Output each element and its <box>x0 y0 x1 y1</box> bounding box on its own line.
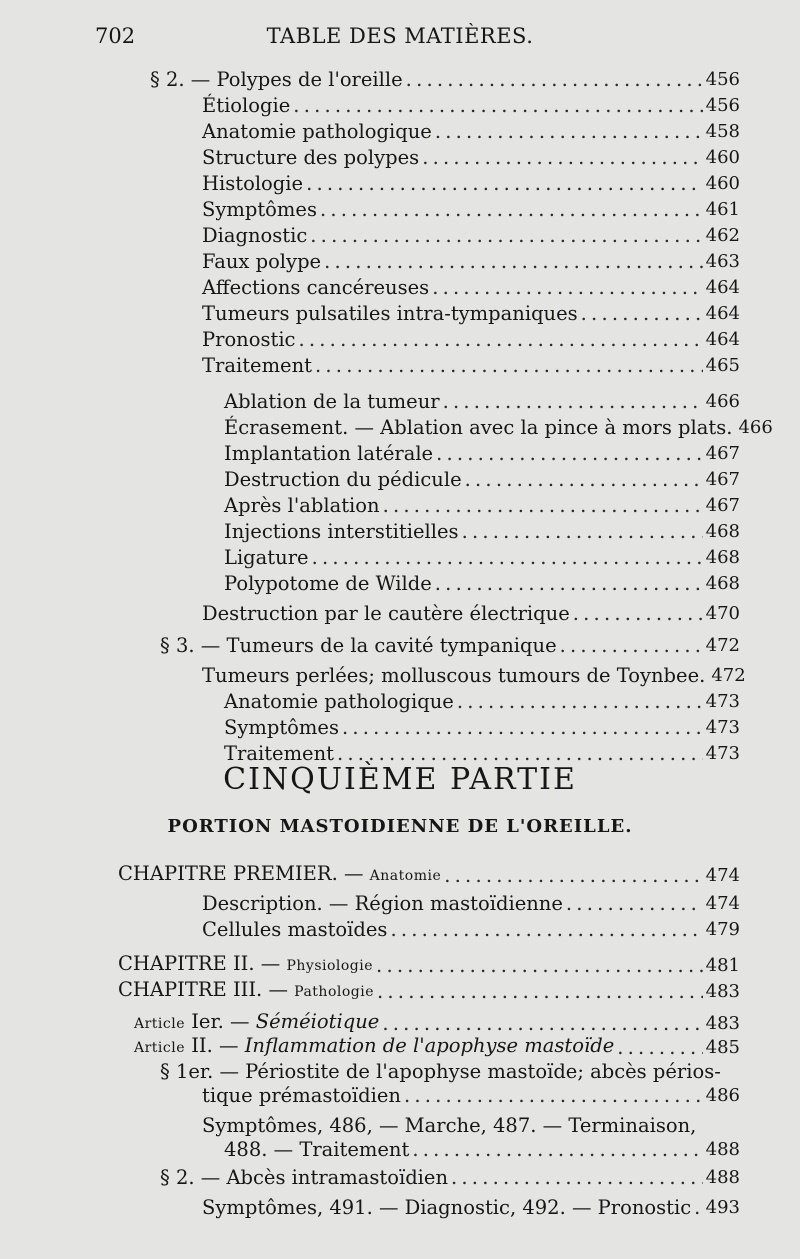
toc-entry: Écrasement. — Ablation avec la pince à mors plats. 466 <box>224 416 773 439</box>
toc-entry: Ligature . . . 468 <box>224 544 740 570</box>
page-header <box>0 24 800 58</box>
toc-entry: Symptômes . . . 473 <box>224 714 740 740</box>
toc-chapter: CHAPITRE II. — Physiologie . . . 481 <box>118 952 740 978</box>
toc-entry: Structure des polypes . . . 460 <box>202 144 740 170</box>
toc-entry: Histologie . . . 460 <box>202 170 740 196</box>
toc-entry: Pronostic . . . 464 <box>202 326 740 352</box>
toc-chapter: CHAPITRE III. — Pathologie . . . 483 <box>118 978 740 1004</box>
toc-entry: Symptômes, 491. — Diagnostic, 492. — Pronostic . . . 493 <box>202 1194 740 1220</box>
toc-entry: tique prémastoïdien . . . 486 <box>202 1082 740 1108</box>
part-subtitle: PORTION MASTOIDIENNE DE L'OREILLE. <box>167 816 633 837</box>
toc-entry: Polypotome de Wilde . . . 468 <box>224 570 740 596</box>
running-title: TABLE DES MATIÈRES. <box>266 24 534 48</box>
toc-entry: Description. — Région mastoïdienne . . . 474 <box>202 890 740 916</box>
toc-entry: Diagnostic . . . 462 <box>202 222 740 248</box>
toc-entry: Faux polype . . . 463 <box>202 248 740 274</box>
toc-entry: Implantation latérale . . . 467 <box>224 440 740 466</box>
toc-entry: § 3. — Tumeurs de la cavité tympanique . . . 472 <box>160 632 740 658</box>
toc-entry: 488. — Traitement . . . 488 <box>224 1136 740 1162</box>
toc-entry: Anatomie pathologique . . . 473 <box>224 688 740 714</box>
toc-entry: Traitement . . . 473 <box>224 740 740 766</box>
page-number: 702 <box>95 24 136 48</box>
toc-entry: Destruction par le cautère électrique . . . 470 <box>202 600 740 626</box>
toc-entry: Cellules mastoïdes . . . 479 <box>202 916 740 942</box>
toc-entry: § 2. — Abcès intramastoïdien . . . 488 <box>160 1164 740 1190</box>
toc-article: Article II. — Inflammation de l'apophyse mastoïde . . . 485 <box>134 1034 740 1060</box>
toc-entry: Étiologie . . . 456 <box>202 92 740 118</box>
toc-entry-line: § 1er. — Périostite de l'apophyse mastoïde; abcès périos- <box>160 1060 721 1083</box>
toc-entry-line: Symptômes, 486, — Marche, 487. — Terminaison, <box>202 1114 697 1137</box>
toc-entry: Ablation de la tumeur . . . 466 <box>224 388 740 414</box>
toc-entry: Anatomie pathologique . . . 458 <box>202 118 740 144</box>
toc-entry: Injections interstitielles . . . 468 <box>224 518 740 544</box>
toc-article: Article Ier. — Séméiotique . . . 483 <box>134 1010 740 1036</box>
toc-entry: Tumeurs pulsatiles intra-tympaniques . . . 464 <box>202 300 740 326</box>
toc-chapter: CHAPITRE PREMIER. — Anatomie . . . 474 <box>118 862 740 888</box>
toc-entry: Après l'ablation . . . 467 <box>224 492 740 518</box>
toc-entry: Destruction du pédicule . . . 467 <box>224 466 740 492</box>
toc-entry: Symptômes . . . 461 <box>202 196 740 222</box>
toc-entry: Tumeurs perlées; molluscous tumours de Toynbee. 472 <box>202 664 746 687</box>
toc-entry: § 2. — Polypes de l'oreille . . . 456 <box>150 66 740 92</box>
part-title: CINQUIÈME PARTIE <box>223 762 577 797</box>
toc-entry: Affections cancéreuses . . . 464 <box>202 274 740 300</box>
toc-entry: Traitement . . . 465 <box>202 352 740 378</box>
